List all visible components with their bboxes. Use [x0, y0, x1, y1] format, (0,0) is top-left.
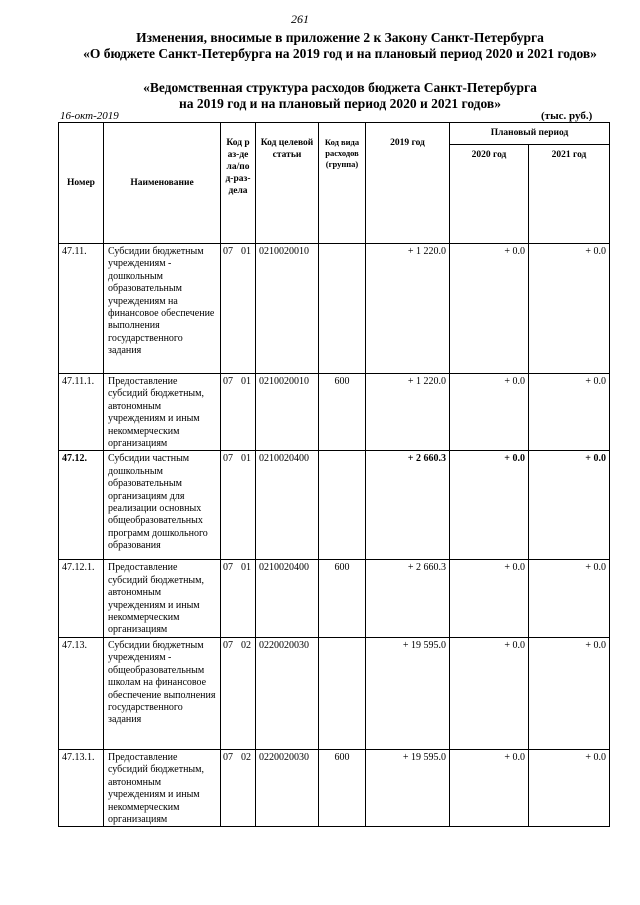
row-amount-2020: + 0.0: [450, 244, 529, 374]
title-line: Изменения, вносимые в приложение 2 к Закону Санкт-Петербурга: [136, 30, 544, 45]
row-amount-2021: + 0.0: [529, 244, 610, 374]
row-target-code: 0210020400: [256, 451, 319, 560]
row-section-code: 07: [221, 560, 241, 637]
table-row: [59, 637, 610, 749]
header-planned-period: Плановый период: [450, 123, 610, 145]
header-section-code: Код раз-дела/под-раз-дела: [221, 123, 256, 244]
subtitle-line: «Ведомственная структура расходов бюджета Санкт-Петербурга: [143, 80, 537, 95]
title-line: «О бюджете Санкт-Петербурга на 2019 год и на плановый период 2020 и 2021 годов»: [83, 46, 597, 61]
row-name: Предоставление субсидий бюджетным, автономным учреждениям и иным некоммерческим организациям: [104, 749, 221, 826]
row-subsection-code: 01: [241, 451, 256, 560]
row-amount-2021: + 0.0: [529, 749, 610, 826]
row-amount-2021: + 0.0: [529, 637, 610, 749]
table-row: [59, 749, 610, 826]
subtitle-line: на 2019 год и на плановый период 2020 и 2021 годов»: [179, 96, 501, 111]
header-2021: 2021 год: [529, 145, 610, 244]
page-number: 261: [291, 12, 309, 26]
row-name: Предоставление субсидий бюджетным, автономным учреждениям и иным некоммерческим организациям: [104, 374, 221, 451]
row-amount-2019: + 2 660.3: [366, 560, 450, 637]
row-expense-type: 600: [319, 560, 366, 637]
row-subsection-code: 01: [241, 244, 256, 374]
row-name: Субсидии бюджетным учреждениям - дошкольным образовательным учреждениям на финансовое обеспечение выполнения государственного задания: [104, 244, 221, 374]
row-amount-2021: + 0.0: [529, 451, 610, 560]
row-subsection-code: 01: [241, 560, 256, 637]
row-section-code: 07: [221, 244, 241, 374]
row-amount-2020: + 0.0: [450, 374, 529, 451]
row-amount-2019: + 19 595.0: [366, 749, 450, 826]
row-amount-2020: + 0.0: [450, 560, 529, 637]
row-section-code: 07: [221, 374, 241, 451]
row-amount-2021: + 0.0: [529, 560, 610, 637]
header-name: Наименование: [104, 123, 221, 244]
row-target-code: 0210020010: [256, 374, 319, 451]
row-number: 47.11.1.: [59, 374, 104, 451]
row-amount-2019: + 19 595.0: [366, 637, 450, 749]
row-expense-type: [319, 637, 366, 749]
row-number: 47.13.1.: [59, 749, 104, 826]
document-title: [40, 30, 640, 62]
row-amount-2020: + 0.0: [450, 749, 529, 826]
row-number: 47.12.1.: [59, 560, 104, 637]
row-target-code: 0220020030: [256, 749, 319, 826]
table-row: [59, 451, 610, 560]
table-body: [59, 244, 610, 827]
row-section-code: 07: [221, 749, 241, 826]
row-amount-2019: + 1 220.0: [366, 244, 450, 374]
header-number: Номер: [59, 123, 104, 244]
header-2019: 2019 год: [366, 123, 450, 244]
row-expense-type: 600: [319, 374, 366, 451]
row-subsection-code: 02: [241, 749, 256, 826]
row-number: 47.13.: [59, 637, 104, 749]
row-name: Предоставление субсидий бюджетным, автономным учреждениям и иным некоммерческим организациям: [104, 560, 221, 637]
row-expense-type: 600: [319, 749, 366, 826]
row-amount-2019: + 1 220.0: [366, 374, 450, 451]
row-target-code: 0210020400: [256, 560, 319, 637]
document-date: 16-окт-2019: [60, 110, 119, 122]
header-2020: 2020 год: [450, 145, 529, 244]
table-row: [59, 244, 610, 374]
row-expense-type: [319, 244, 366, 374]
budget-table: [58, 122, 610, 827]
row-section-code: 07: [221, 637, 241, 749]
row-subsection-code: 02: [241, 637, 256, 749]
row-amount-2020: + 0.0: [450, 451, 529, 560]
header-target-code: Код целевой статьи: [256, 123, 319, 244]
row-name: Субсидии частным дошкольным образовательным организациям для реализации основных общеобразовательных программ дошкольного образования: [104, 451, 221, 560]
row-name: Субсидии бюджетным учреждениям - общеобразовательным школам на финансовое обеспечение выполнения государственного задания: [104, 637, 221, 749]
row-number: 47.12.: [59, 451, 104, 560]
row-amount-2019: + 2 660.3: [366, 451, 450, 560]
row-target-code: 0210020010: [256, 244, 319, 374]
unit-label: (тыс. руб.): [541, 110, 593, 122]
table-row: [59, 560, 610, 637]
document-subtitle: [40, 80, 640, 112]
row-subsection-code: 01: [241, 374, 256, 451]
row-amount-2020: + 0.0: [450, 637, 529, 749]
table-row: [59, 374, 610, 451]
row-amount-2021: + 0.0: [529, 374, 610, 451]
row-number: 47.11.: [59, 244, 104, 374]
row-target-code: 0220020030: [256, 637, 319, 749]
row-section-code: 07: [221, 451, 241, 560]
row-expense-type: [319, 451, 366, 560]
header-expense-type-code: Код вида расходов (группа): [319, 123, 366, 244]
